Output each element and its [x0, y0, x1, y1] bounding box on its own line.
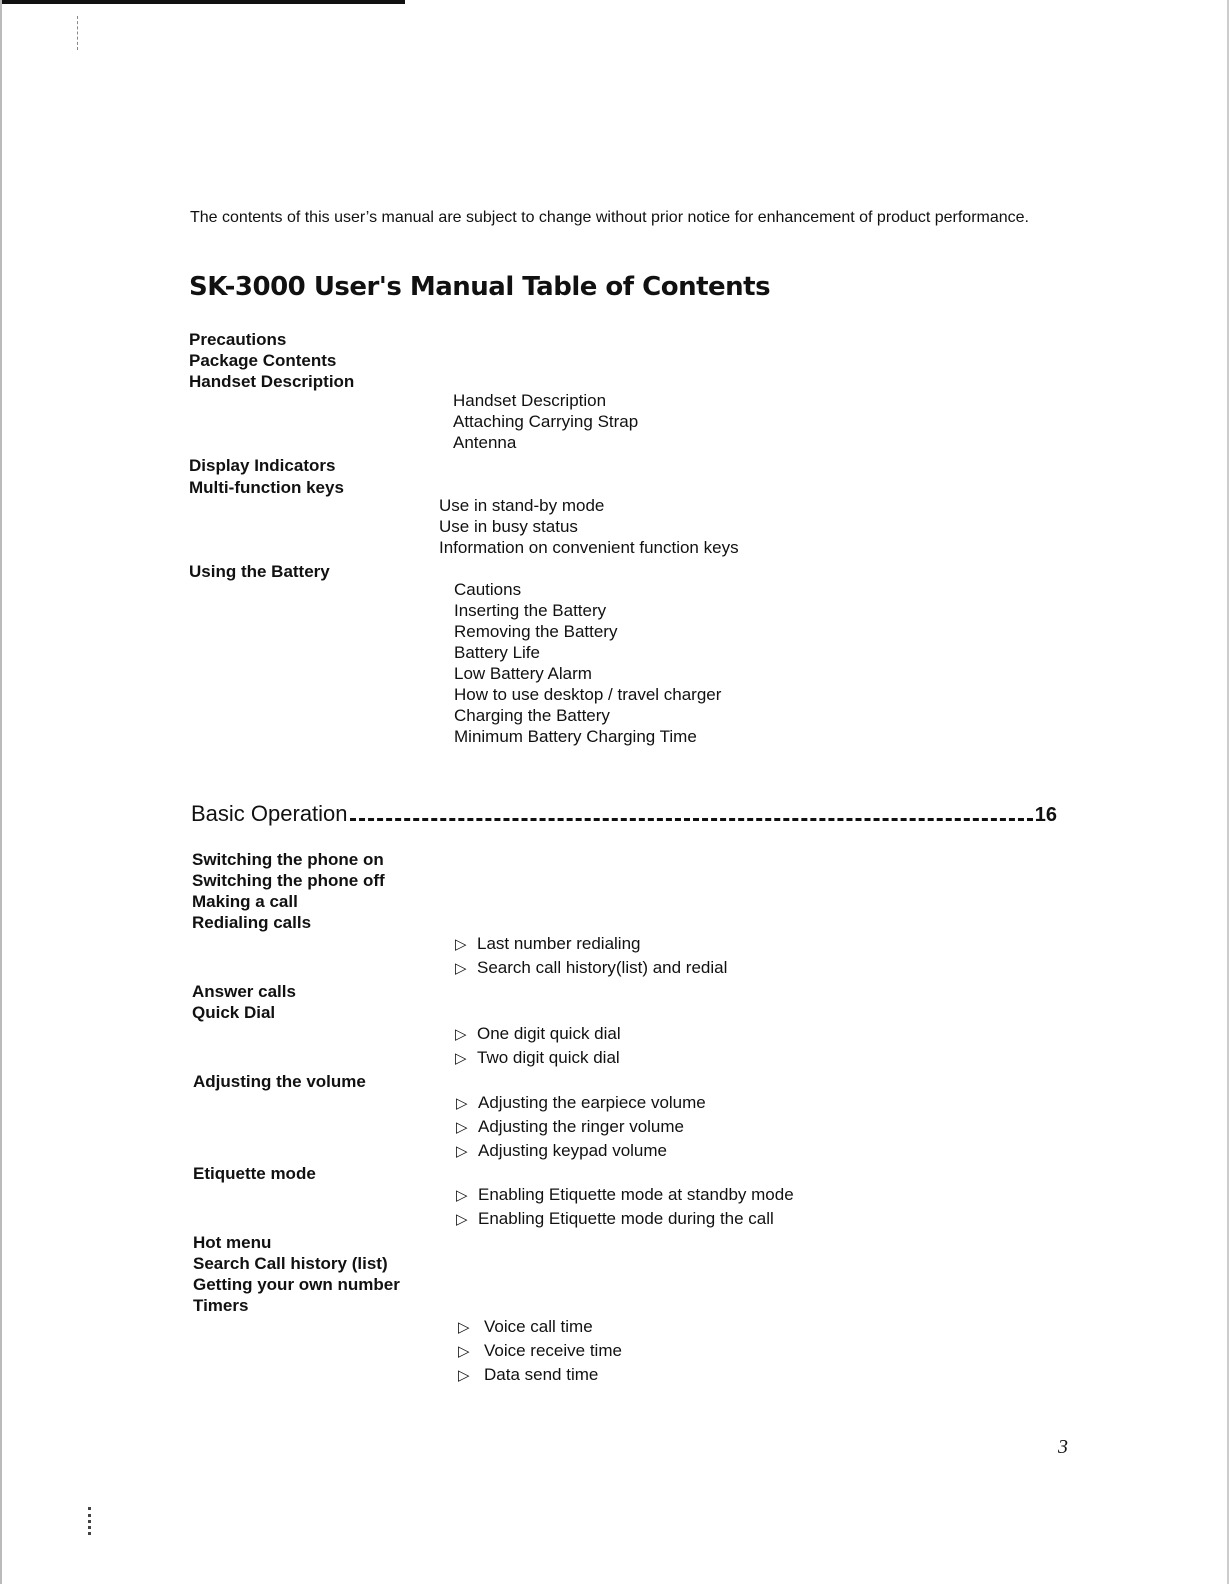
- toc-subitem: ▷ Search call history(list) and redial: [455, 956, 727, 981]
- toc-heading-switching-on: Switching the phone on: [192, 850, 384, 869]
- intro-notice: The contents of this user’s manual are subject to change without prior notice for enhancement of product performance.: [190, 209, 1029, 226]
- scan-artifact-top: [77, 16, 79, 50]
- triangle-bullet-icon: ▷: [455, 1026, 467, 1043]
- section-page-number: 16: [1034, 804, 1057, 826]
- toc-item: Removing the Battery: [454, 622, 618, 641]
- toc-title: SK-3000 User's Manual Table of Contents: [189, 272, 771, 302]
- toc-subitem: ▷ Voice call time: [458, 1315, 593, 1340]
- toc-subitem: ▷ Voice receive time: [458, 1339, 622, 1364]
- toc-heading-handset-description: Handset Description: [189, 372, 355, 391]
- toc-item: Low Battery Alarm: [454, 664, 592, 683]
- toc-subitem: ▷ Adjusting the ringer volume: [456, 1115, 684, 1140]
- toc-item: Handset Description: [453, 391, 607, 410]
- toc-heading-using-battery: Using the Battery: [189, 562, 330, 581]
- toc-subitem: ▷ Two digit quick dial: [455, 1046, 620, 1071]
- toc-heading-multi-function-keys: Multi-function keys: [189, 478, 344, 497]
- triangle-bullet-icon: ▷: [456, 1119, 468, 1136]
- triangle-bullet-icon: ▷: [455, 1050, 467, 1067]
- toc-heading-adjusting-volume: Adjusting the volume: [193, 1072, 366, 1091]
- triangle-bullet-icon: ▷: [458, 1319, 470, 1336]
- section-label: Basic Operation: [191, 801, 348, 826]
- toc-heading-hot-menu: Hot menu: [193, 1233, 272, 1252]
- triangle-bullet-icon: ▷: [455, 960, 467, 977]
- triangle-bullet-icon: ▷: [455, 936, 467, 953]
- toc-heading-own-number: Getting your own number: [193, 1275, 400, 1294]
- toc-item: Charging the Battery: [454, 706, 610, 725]
- toc-heading-package-contents: Package Contents: [189, 351, 337, 370]
- toc-heading-display-indicators: Display Indicators: [189, 456, 336, 475]
- dot-leader: [350, 818, 1033, 821]
- toc-item: Use in stand-by mode: [439, 496, 605, 515]
- triangle-bullet-icon: ▷: [456, 1187, 468, 1204]
- toc-subitem: ▷ Last number redialing: [455, 932, 640, 957]
- toc-heading-making-call: Making a call: [192, 892, 298, 911]
- toc-heading-answer-calls: Answer calls: [192, 982, 296, 1001]
- toc-item: Use in busy status: [439, 517, 578, 536]
- toc-item: Attaching Carrying Strap: [453, 412, 639, 431]
- toc-subitem: ▷ Adjusting the earpiece volume: [456, 1091, 706, 1116]
- toc-item: Antenna: [453, 433, 517, 452]
- toc-subitem: ▷ One digit quick dial: [455, 1022, 621, 1047]
- toc-item: Cautions: [454, 580, 522, 599]
- toc-subitem: ▷ Enabling Etiquette mode during the call: [456, 1207, 774, 1232]
- toc-item: How to use desktop / travel charger: [454, 685, 722, 704]
- toc-subitem: ▷ Data send time: [458, 1363, 598, 1388]
- toc-subitem: ▷ Enabling Etiquette mode at standby mode: [456, 1183, 794, 1208]
- triangle-bullet-icon: ▷: [458, 1367, 470, 1384]
- toc-heading-timers: Timers: [193, 1296, 249, 1315]
- toc-section-basic-operation: [191, 801, 1057, 827]
- scan-top-edge: [0, 0, 405, 4]
- toc-heading-quick-dial: Quick Dial: [192, 1003, 276, 1022]
- scan-artifact-bottom: [88, 1507, 94, 1535]
- toc-subitem: ▷ Adjusting keypad volume: [456, 1139, 667, 1164]
- scan-left-edge: [0, 0, 2, 1584]
- toc-heading-switching-off: Switching the phone off: [192, 871, 385, 890]
- toc-heading-redialing: Redialing calls: [192, 913, 312, 932]
- toc-item: Battery Life: [454, 643, 540, 662]
- toc-item: Minimum Battery Charging Time: [454, 727, 697, 746]
- toc-item: Information on convenient function keys: [439, 538, 739, 557]
- triangle-bullet-icon: ▷: [458, 1343, 470, 1360]
- toc-item: Inserting the Battery: [454, 601, 607, 620]
- toc-heading-precautions: Precautions: [189, 330, 287, 349]
- page-number: 3: [1058, 1436, 1068, 1458]
- triangle-bullet-icon: ▷: [456, 1095, 468, 1112]
- triangle-bullet-icon: ▷: [456, 1143, 468, 1160]
- toc-heading-search-call-history: Search Call history (list): [193, 1254, 388, 1273]
- triangle-bullet-icon: ▷: [456, 1211, 468, 1228]
- toc-heading-etiquette-mode: Etiquette mode: [193, 1164, 316, 1183]
